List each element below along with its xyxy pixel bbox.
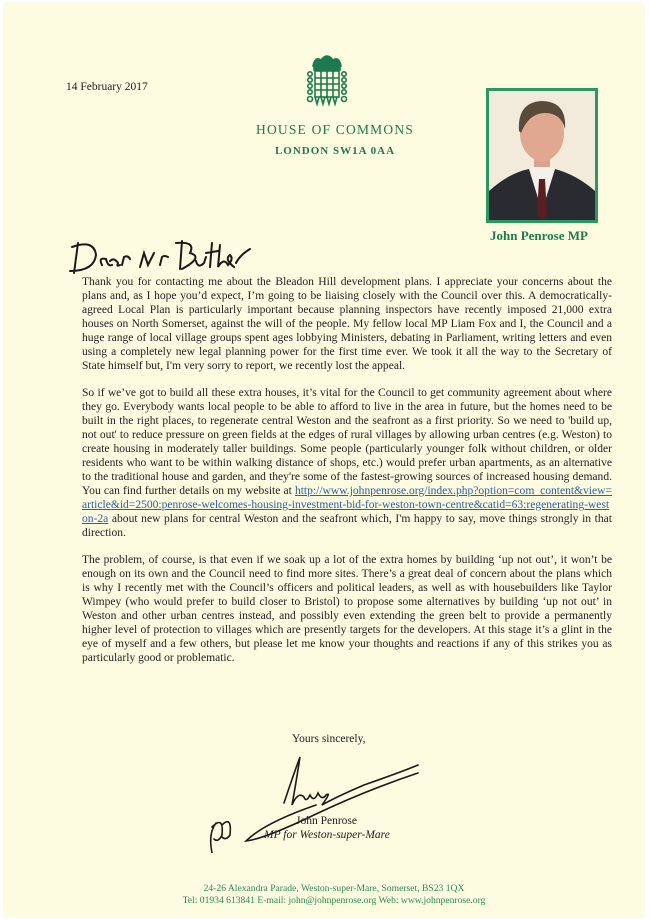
- photo-caption: John Penrose MP: [490, 228, 588, 243]
- letter-page: [4, 3, 644, 917]
- portcullis-icon: [305, 52, 349, 110]
- signatory-name: John Penrose: [296, 815, 358, 827]
- letter-body: [82, 275, 612, 678]
- paragraph-1: Thank you for contacting me about the Bleadon Hill development plans. I appreciate your concerns about the plans and, as I hope you’d expect, I’m going to be liaising closely with the Council over this. A democratically-agreed Local Plan is particularly important because planning inspectors have recently imposed 21,000 extra houses on North Somerset, against the will of the people. My fellow local MP Liam Fox and I, the Council and a huge range of local village groups spent ages lobbying Ministers, debating in Parliament, writing letters and even using a completely new legal planning power for the first time ever. We took it all the way to the Secretary of State himself but, I'm very sorry to report, we recently lost the appeal.: [82, 276, 612, 372]
- sender-photo: [486, 88, 598, 223]
- handwritten-salutation: [64, 235, 264, 277]
- portrait-image: [489, 91, 595, 220]
- footer-address: 24-26 Alexandra Parade, Weston-super-Mare, Somerset, BS23 1QX: [203, 883, 465, 894]
- closing: Yours sincerely,: [292, 733, 366, 745]
- letterhead-institution: HOUSE OF COMMONS: [256, 122, 414, 137]
- footer-contact: Tel: 01934 613841 E-mail: john@johnpenrose.org Web: www.johnpenrose.org: [182, 895, 486, 906]
- paragraph-3: The problem, of course, is that even if we soak up a lot of the extra homes by building ‘up not out’, it won’t be enough on its own and the Council need to find more sites. There’s a great deal of concern about the plans which is why I recently met with the Council’s officers and political leaders, as well as with housebuilders like Taylor Wimpey (who would prefer to build closer to Bristol) to propose some alternatives by building ‘up not out’ in Weston and other urban centres instead, and possibly even extending the green belt to provide a permanently higher level of protection to villages which are presently targets for the developers. At this stage it’s a glint in the eye of myself and a few others, but please let me know your thoughts and reactions if any of this strikes you as particularly good or problematic.: [82, 554, 612, 664]
- signatory-title: MP for Weston-super-Mare: [264, 829, 390, 841]
- letterhead-address: LONDON SW1A 0AA: [274, 145, 396, 157]
- website-link[interactable]: http://www.johnpenrose.org/index.php?option=com_content&view=article&id=2500:penrose-welcomes-housing-investment-bid-for-weston-town-centre&catid=63:regenerating-weston-2a: [82, 485, 612, 525]
- paragraph-2: So if we’ve got to build all these extra houses, it’s vital for the Council to get community agreement about where they go. Everybody wants local people to be able to afford to live in the area in future, but the homes need to be built in the right places, to regenerate central Weston and the seafront as a first priority. So we need to 'build up, not out' to reduce pressure on green fields at the edges of rural villages by allowing urban centres (e.g. Weston) to create housing in moderately taller buildings. Some people (particularly younger folk without children, or older residents who want to be within walking distance of shops, etc.) would prefer urban apartments, as an alternative to the traditional house and garden, and they're some of the fastest-growing sources of increased housing demand. You can find further details on my website at http://www.johnpenrose.org/index.php?option=com_content&view=article&id=2500:penrose-welcomes-housing-investment-bid-for-weston-town-centre&catid=63:regenerating-weston-2a about new plans for central Weston and the seafront which, I'm happy to say, move things strongly in that direction.: [82, 387, 612, 539]
- letter-footer: [124, 883, 544, 907]
- letter-date: 14 February 2017: [66, 81, 148, 93]
